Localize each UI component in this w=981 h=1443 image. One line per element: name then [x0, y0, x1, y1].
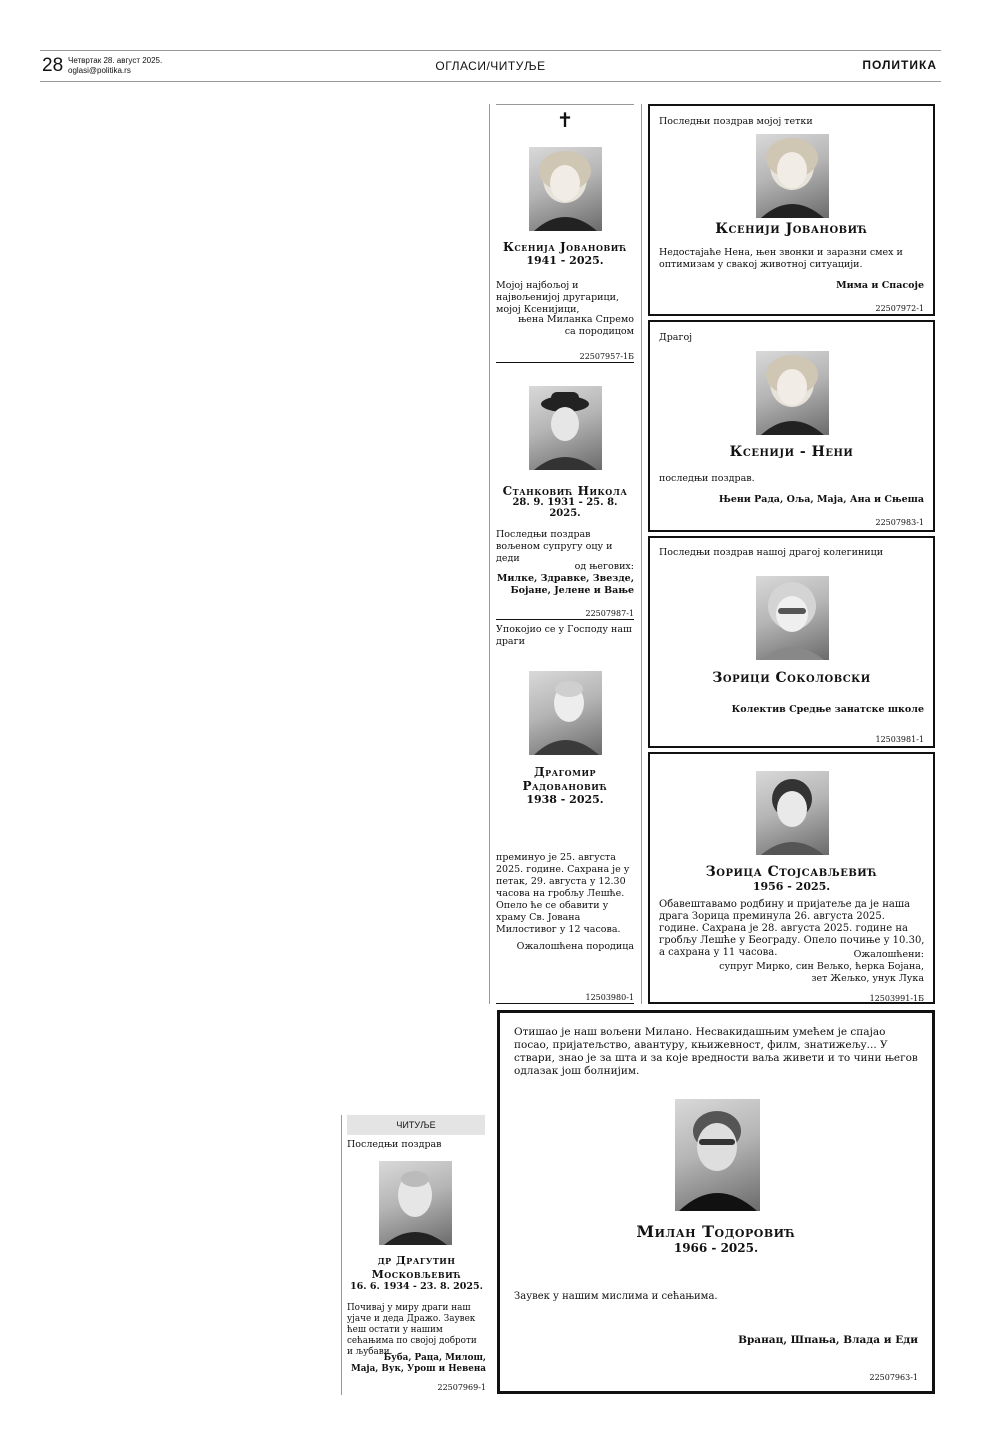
signature-line: Бојане, Јелене и Вање [510, 585, 634, 596]
ad-code: 22507983-1 [875, 518, 924, 527]
signature-line: Маја, Вук, Урош и Невена [350, 1364, 486, 1374]
signature-line: Милке, Здравке, Звезде, [496, 573, 634, 584]
portrait-photo [675, 1099, 760, 1211]
portrait-photo [379, 1161, 452, 1245]
intro-text: Последњи поздрав нашој драгој колегиници [659, 547, 884, 558]
message-text: последњи поздрав. [659, 473, 755, 484]
deceased-name: др Драгутин [377, 1254, 456, 1267]
rule [496, 104, 634, 105]
intro-text: Упокојио се у Господу наш драги [496, 624, 632, 647]
signature-line: Буба, Раца, Милош, [383, 1353, 486, 1363]
obituary-left-column [341, 1115, 486, 1395]
deceased-surname: Московљевић [371, 1268, 462, 1281]
ad-code: 22507969-1 [437, 1383, 486, 1392]
signature: Колектив Средње занатске школе [731, 704, 924, 715]
recipient-name: Зорици Соколовски [712, 670, 871, 686]
signature-line: са породицом [564, 326, 634, 337]
portrait-photo [529, 386, 602, 470]
obituary-column-1 [496, 104, 634, 1004]
signature: Вранац, Шпања, Влада и Еди [738, 1334, 918, 1346]
page-number: 28 [42, 55, 64, 76]
obituary-box [648, 320, 935, 532]
email-link[interactable]: oglasi@politika.rs [68, 66, 131, 75]
deceased-name: Ксенији Јовановић [715, 221, 868, 237]
newspaper-logo: ПОЛИТИКА [862, 58, 937, 72]
portrait-photo [529, 147, 602, 231]
intro-text: Последњи поздрав [347, 1139, 442, 1150]
signature-line: од његових: [574, 561, 634, 572]
life-dates: 1938 - 2025. [526, 793, 604, 806]
portrait-photo [529, 671, 602, 755]
rule [496, 362, 634, 363]
intro-text: Последњи поздрав мојој тетки [659, 116, 813, 127]
ad-code: 22507972-1 [875, 304, 924, 313]
message-text: Мојој најбољој и највољенијој другарици, мојој Ксенијици, [496, 280, 619, 315]
life-dates: 1956 - 2025. [752, 880, 831, 893]
message-text: Отишао је наш вољени Милано. Несвакидашњим умећем је спајао посао, пријатељство, авантуру, књижевност, филм, знатижељу... У ствари, знао је за шта и за које вредности ваља живети и то чини његов одлазак још болнијим. [514, 1026, 918, 1077]
ad-code: 22507957-1Б [579, 352, 634, 361]
intro-text: Драгој [659, 332, 693, 343]
ad-code: 22507987-1 [585, 609, 634, 618]
deceased-name: Ксенији - Нени [729, 444, 854, 460]
signature [348, 1353, 486, 1375]
signature: Ожалошћена породица [516, 941, 634, 952]
rule [496, 1003, 634, 1004]
signature-line: зет Жељко, унук Лука [811, 973, 924, 984]
portrait-photo [756, 576, 829, 660]
deceased-name: Драгомир [533, 765, 597, 779]
message-text: Почивај у миру драги наш ујаче и деда Дражо. Заувек ћеш остати у нашим сећањима по својој доброти и љубави. [347, 1303, 477, 1357]
obituary-box [648, 104, 935, 316]
message-text: Последњи поздрав вољеном супругу оцу и деди [496, 529, 613, 564]
signature: Њени Рада, Оља, Маја, Ана и Сњеша [718, 494, 924, 505]
deceased-name: Ксенија Јовановић [503, 240, 627, 254]
deceased-name: Зорица Стојсављевић [705, 864, 878, 880]
deceased-name: Станковић Никола [502, 484, 628, 498]
portrait-photo [756, 134, 829, 218]
signature [496, 314, 634, 338]
signature [496, 561, 634, 597]
portrait-photo [756, 351, 829, 435]
life-dates: 16. 6. 1934 - 23. 8. 2025. [350, 1281, 483, 1292]
ad-code: 12503980-1 [585, 993, 634, 1002]
life-dates: 1941 - 2025. [526, 254, 604, 267]
obituary-box [648, 752, 935, 1004]
signature-line: Ожалошћени: [853, 949, 924, 960]
life-dates: 1966 - 2025. [673, 1241, 759, 1255]
issue-date: Четвртак 28. август 2025. [68, 56, 163, 65]
ad-code: 12503991-1Б [869, 994, 924, 1003]
signature: Мима и Спасоје [836, 280, 924, 291]
signature-line: супруг Мирко, син Вељко, ћерка Бојана, [719, 961, 924, 972]
obituary-box-large [497, 1010, 935, 1394]
message-text: Недостајаће Нена, њен звонки и заразни смех и оптимизам у свакој животној ситуацији. [659, 247, 903, 270]
header-top-rule [40, 50, 941, 51]
signature [656, 949, 924, 985]
column-rule [489, 104, 490, 1004]
header-bottom-rule [40, 81, 941, 82]
message-text: преминуо је 25. августа 2025. године. Сахрана је у петак, 29. августа у 12.30 часова на гробљу Лешће. Опело ће се обавити у храму Св. Јована Милостивог у 12 часова. [496, 852, 630, 935]
message-text: Обавештавамо родбину и пријатеље да је наша драга Зорица преминула 26. августа 2025. године. Сахрана је 28. августа 2025. године на гробљу Лешће у Београду. Опело почиње у 10.30, а сахрана у 11 часова. [659, 899, 925, 958]
obituary-box [648, 536, 935, 748]
portrait-photo [756, 771, 829, 855]
ad-code: 12503981-1 [875, 735, 924, 744]
memory-text: Заувек у нашим мислима и сећањима. [514, 1291, 718, 1302]
ad-code: 22507963-1 [869, 1373, 918, 1382]
signature-line: њена Миланка Спремо [518, 314, 634, 325]
deceased-surname: Радовановић [522, 779, 608, 793]
section-tag: ЧИТУЉЕ [347, 1115, 485, 1135]
cross-icon: ✝ [556, 108, 574, 132]
column-rule [641, 104, 642, 1004]
deceased-name: Милан Тодоровић [636, 1222, 796, 1241]
rule [496, 619, 634, 620]
life-dates: 28. 9. 1931 - 25. 8. 2025. [512, 497, 618, 519]
section-title: ОГЛАСИ/ЧИТУЉЕ [435, 59, 546, 73]
